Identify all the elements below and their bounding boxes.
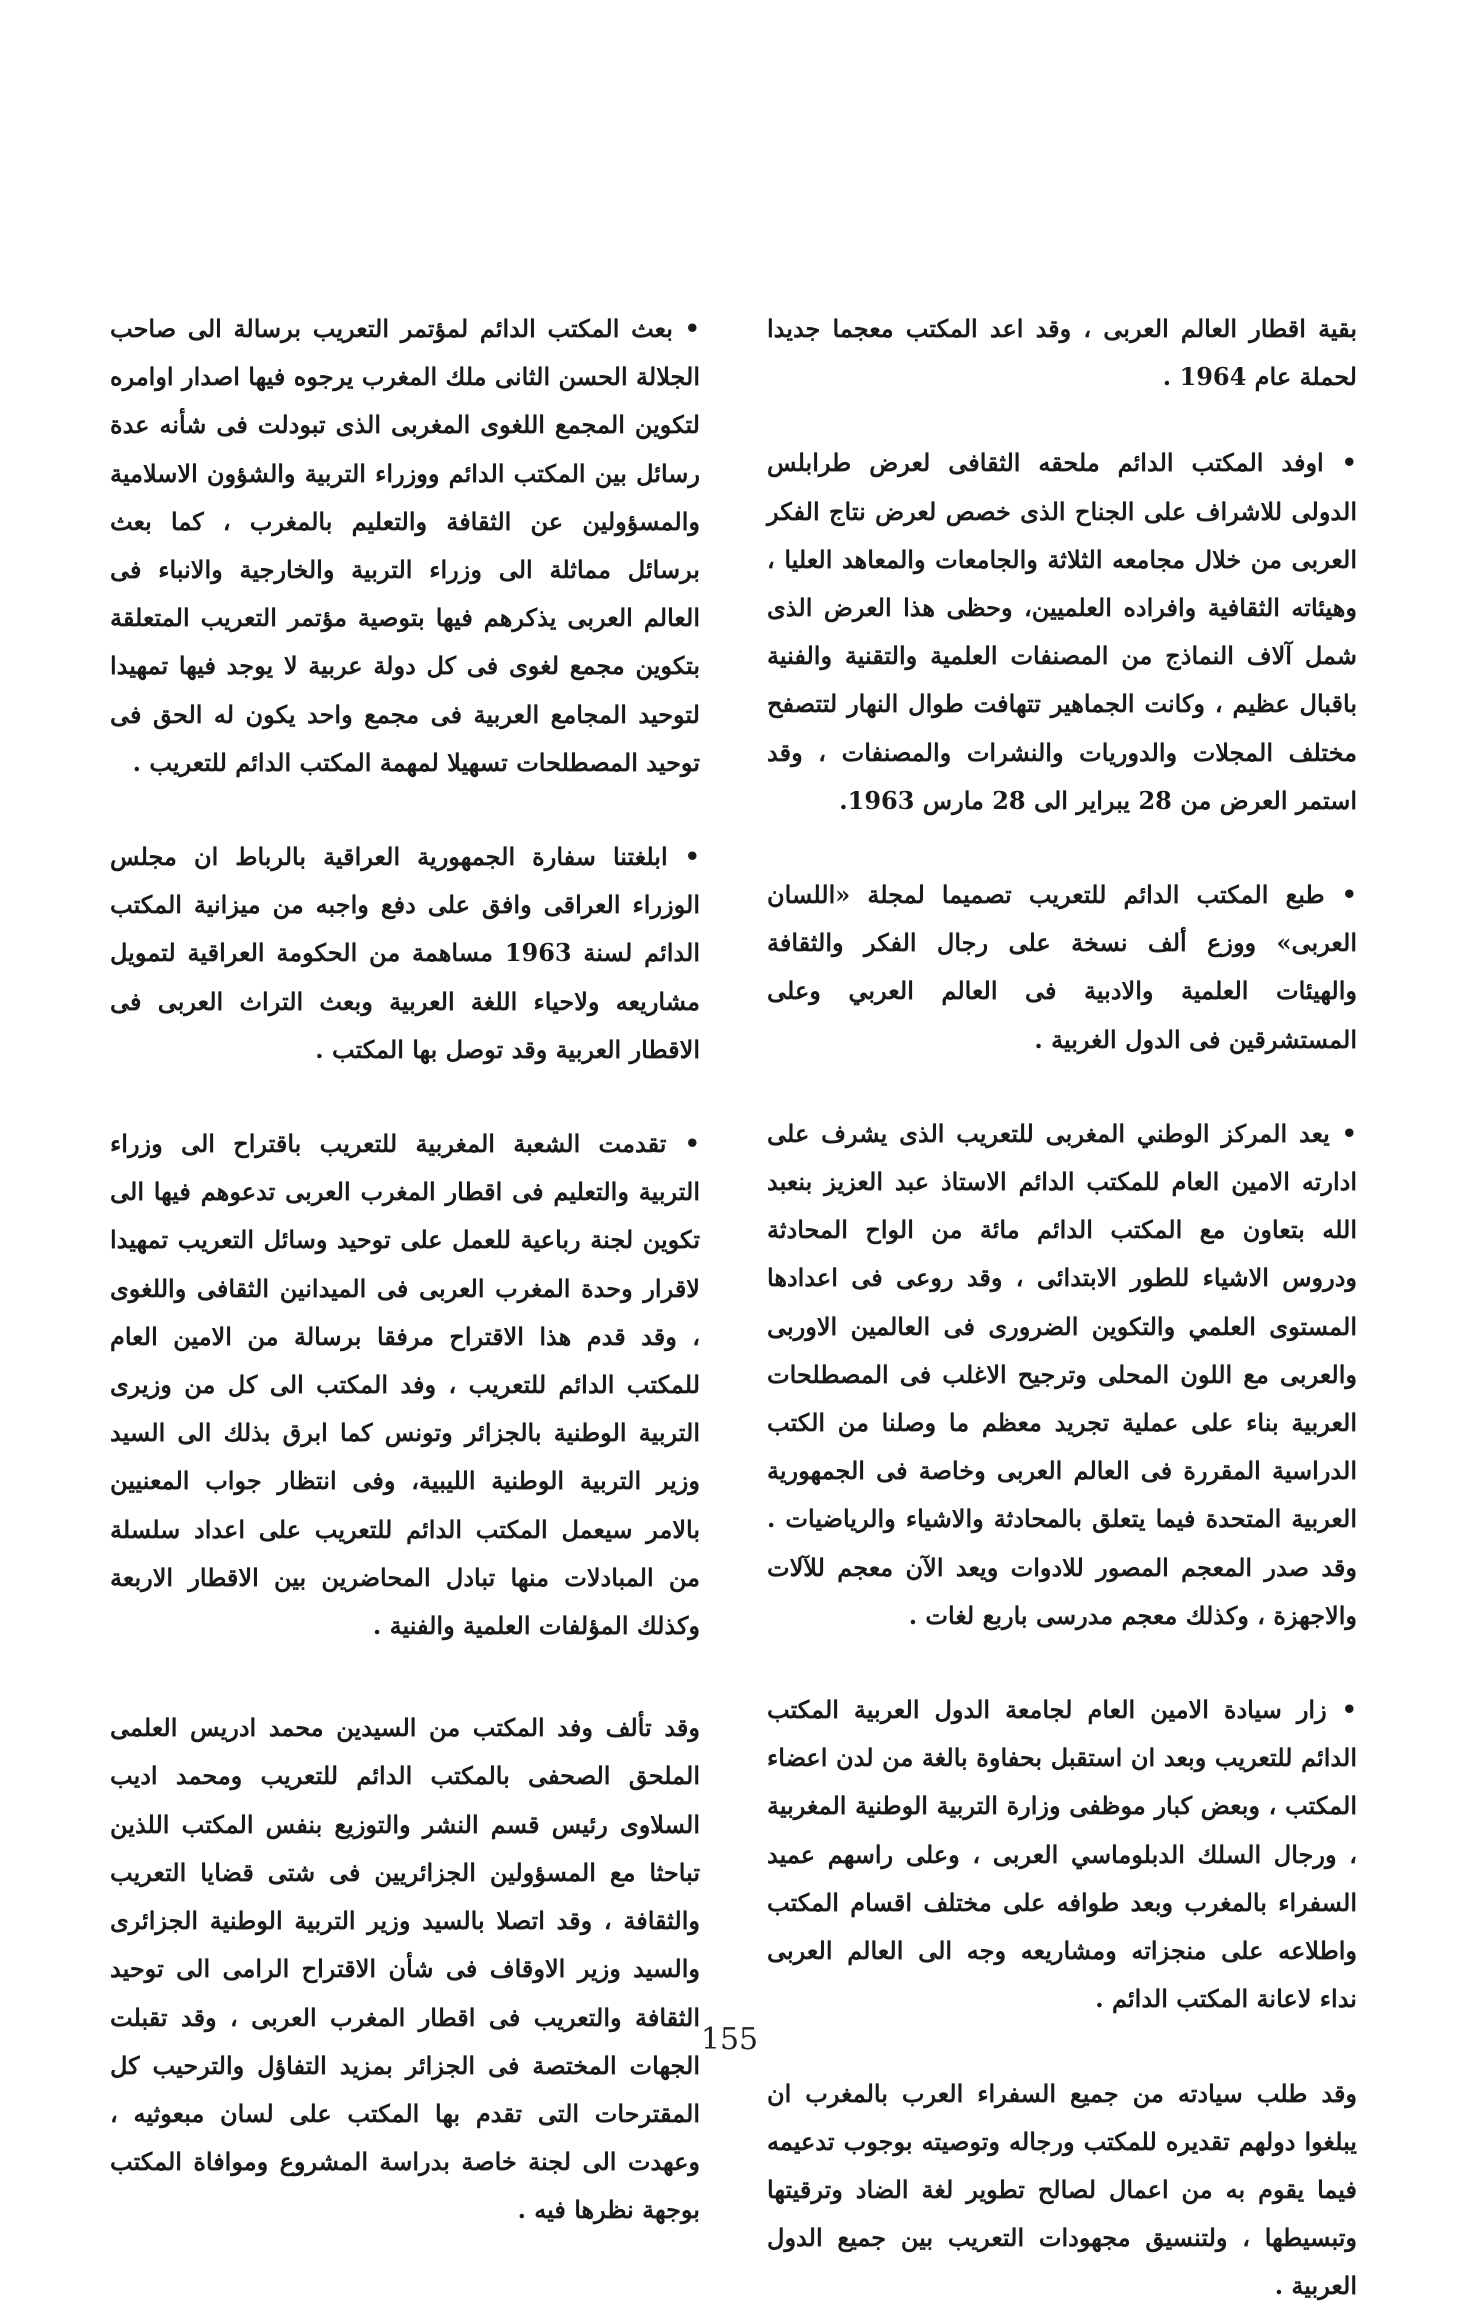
paragraph-right-2: • اوفد المكتب الدائم ملحقه الثقافى لعرض طرابلس الدولى للاشراف على الجناح الذى خصص لعرض نتاج الفكر العربى من خلال مجامعه الثلاثة والجامعات والمعاهد العليا ، وهيئاته الثقافية وافراده العلميين، وحظى هذا العرض الذى شمل آلاف النماذج من المصنفات العلمية والتقنية والفنية باقبال عظيم ، وكانت الجماهير تتهافت طوال النهار لتتصفح مختلف المجلات والدوريات والنشرات والمصنفات ، وقد استمر العرض من 28 يبراير الى 28 مارس 1963.	[767, 448, 1357, 815]
paragraph-right-4: • يعد المركز الوطني المغربى للتعريب الذى يشرف على ادارته الامين العام للمكتب الدائم الاستاذ عبد العزيز بنعبد الله بتعاون مع المكتب الدائم مائة من الواح المحادثة ودروس الاشياء للطور الابتدائى ، وقد روعى فى اعدادها المستوى العلمي والتكوين الضرورى فى العالمين الاوربى والعربى مع اللون المحلى وترجيح الاغلب فى المصطلحات العربية بناء على عملية تجريد معظم ما وصلنا من الكتب الدراسية المقررة فى العالم العربى وخاصة فى الجمهورية العربية المتحدة فيما يتعلق بالمحادثة والاشياء والرياضيات . وقد صدر المعجم المصور للادوات ويعد الآن معجم للآلات والاجهزة ، وكذلك معجم مدرسى باربع لغات .	[767, 1118, 1357, 1630]
left-column	[110, 305, 700, 2235]
paragraph-right-1: بقية اقطار العالم العربى ، وقد اعد المكتب معجما جديدا لحملة عام 1964 .	[767, 314, 1357, 392]
paragraph-right-3: • طبع المكتب الدائم للتعريب تصميما لمجلة «اللسان العربى» ووزع ألف نسخة على رجال الفكر والثقافة والهيئات العلمية والادبية فى العالم العربي وعلى المستشرقين فى الدول الغربية .	[767, 880, 1357, 1054]
page-number: 155	[700, 2022, 759, 2057]
paragraph-left-2: • ابلغتنا سفارة الجمهورية العراقية بالرباط ان مجلس الوزراء العراقى وافق على دفع واجبه من ميزانية المكتب الدائم لسنة 1963 مساهمة من الحكومة العراقية لتمويل مشاريعه ولاحياء اللغة العربية وبعث التراث العربى فى الاقطار العربية وقد توصل بها المكتب .	[110, 842, 700, 1064]
paragraph-right-6: وقد طلب سيادته من جميع السفراء العرب بالمغرب ان يبلغوا دولهم تقديره للمكتب ورجاله وتوصيته بوجوب تدعيمه فيما يقوم به من اعمال لصالح تطوير لغة الضاد وترقيتها وتبسيطها ، ولتنسيق مجهودات التعريب بين جميع الدول العربية .	[767, 2078, 1357, 2301]
paragraph-right-5: • زار سيادة الامين العام لجامعة الدول العربية المكتب الدائم للتعريب وبعد ان استقبل بحفاوة بالغة من لدن اعضاء المكتب ، وبعض كبار موظفى وزارة التربية الوطنية المغربية ، ورجال السلك الدبلوماسي العربى ، وعلى راسهم عميد السفراء بالمغرب وبعد طوافه على مختلف اقسام المكتب واطلاعه على منجزاته ومشاريعه وجه الى العالم العربى نداء لاعانة المكتب الدائم .	[767, 1695, 1358, 2014]
paragraph-left-4: وقد تألف وفد المكتب من السيدين محمد ادريس العلمى الملحق الصحفى بالمكتب الدائم للتعريب ومحمد اديب السلاوى رئيس قسم النشر والتوزيع بنفس المكتب اللذين تباحثا مع المسؤولين الجزائريين فى شتى قضايا التعريب والثقافة ، وقد اتصلا بالسيد وزير التربية الوطنية الجزائرى والسيد وزير الاوقاف فى شأن الاقتراح الرامى الى توحيد الثقافة والتعريب فى اقطار المغرب العربى ، وقد تقبلت الجهات المختصة فى الجزائر بمزيد التفاؤل والترحيب كل المقترحات التى تقدم بها المكتب على لسان مبعوثيه ، وعهدت الى لجنة خاصة بدراسة المشروع وموافاة المكتب بوجهة نظرها فيه .	[110, 1713, 700, 2225]
paragraph-left-3: • تقدمت الشعبة المغربية للتعريب باقتراح الى وزراء التربية والتعليم فى اقطار المغرب العربى تدعوهم فيها الى تكوين لجنة رباعية للعمل على توحيد وسائل التعريب تمهيدا لاقرار وحدة المغرب العربى فى الميدانين الثقافى واللغوى ، وقد قدم هذا الاقتراح مرفقا برسالة من الامين العام للمكتب الدائم للتعريب ، وفد المكتب الى كل من وزيرى التربية الوطنية بالجزائر وتونس كما ابرق بذلك الى السيد وزير التربية الوطنية الليبية، وفى انتظار جواب المعنيين بالامر سيعمل المكتب الدائم للتعريب على اعداد سلسلة من المبادلات منها تبادل المحاضرين بين الاقطار الاربعة وكذلك المؤلفات العلمية والفنية .	[110, 1129, 700, 1641]
right-column	[767, 305, 1357, 2311]
paragraph-left-1: • بعث المكتب الدائم لمؤتمر التعريب برسالة الى صاحب الجلالة الحسن الثانى ملك المغرب يرجوه فيها اصدار اوامره لتكوين المجمع اللغوى المغربى الذى تبودلت فى شأنه عدة رسائل بين المكتب الدائم ووزراء التربية والشؤون الاسلامية والمسؤولين عن الثقافة والتعليم بالمغرب ، كما بعث برسائل مماثلة الى وزراء التربية والخارجية والانباء فى العالم العربى يذكرهم فيها بتوصية مؤتمر التعريب المتعلقة بتكوين مجمع لغوى فى كل دولة عربية لا يوجد فيها تمهيدا لتوحيد المجامع العربية فى مجمع واحد يكون له الحق فى توحيد المصطلحات تسهيلا لمهمة المكتب الدائم للتعريب .	[110, 314, 700, 777]
